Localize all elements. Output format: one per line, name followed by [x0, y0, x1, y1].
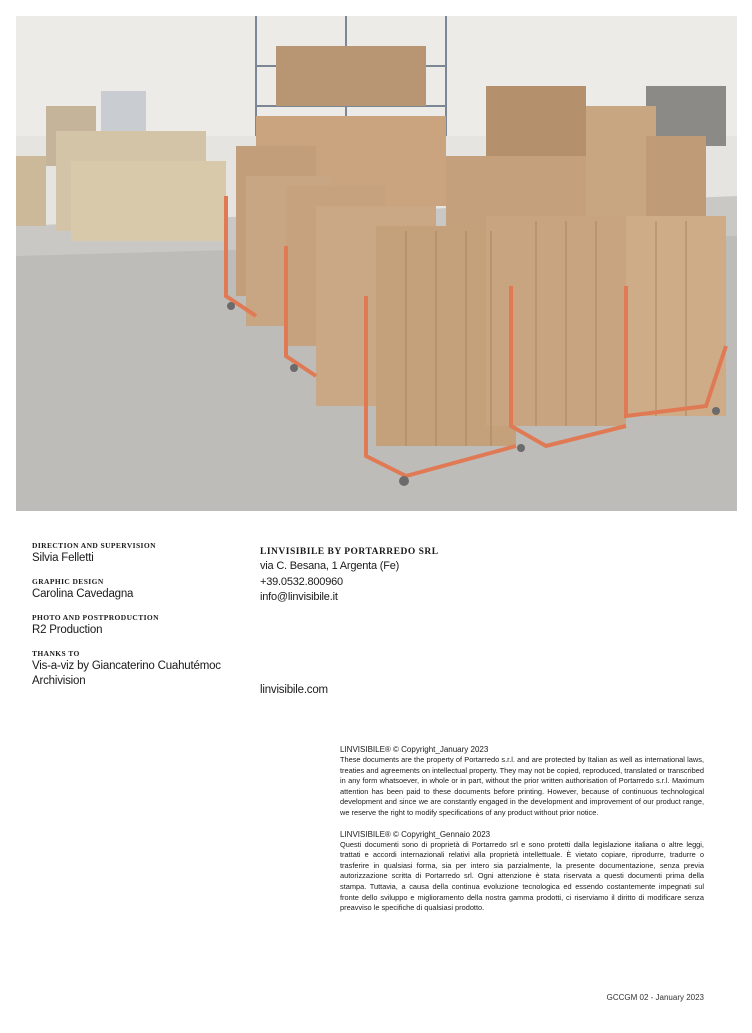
legal-heading-it: LINVISIBILE® © Copyright_Gennaio 2023: [340, 829, 491, 839]
legal-body-it: Questi documenti sono di proprietà di Portarredo srl e sono protetti dalla legislazione italiana o altre leggi, trattati e accordi internazionali relativi alla proprietà intellettuale. È vietato copiare, riprodurre, tradurre o trasferire in qualsiasi forma, sia per intero sia parzialmente, la presente documentazione, senza previa autorizzazione scritta di Portarredo srl. Ogni attenzione è stata riservata a questi documenti prima della stampa. Tuttavia, a causa della continua evoluzione tecnologica ed essendo costantemente impegnati sul fronte dello sviluppo e miglioramento della nostra gamma prodotti, ci riserviamo il diritto di modificare senza preavviso le specifiche di qualsiasi prodotto.: [340, 839, 704, 913]
company-phone[interactable]: +39.0532.800960: [260, 575, 343, 588]
company-contact: [260, 545, 560, 606]
company-name: LINVISIBILE BY PORTARREDO SRL: [260, 547, 439, 557]
document-code: GCCGM 02 - January 2023: [606, 993, 704, 1002]
credit-direction: [32, 540, 247, 566]
credit-value: Silvia Felletti: [32, 552, 94, 564]
credit-heading: GRAPHIC DESIGN: [32, 577, 104, 586]
company-email[interactable]: info@linvisibile.it: [260, 591, 338, 603]
legal-notice: [340, 744, 704, 924]
credit-thanks: [32, 648, 247, 689]
credit-heading: THANKS TO: [32, 649, 80, 658]
credit-heading: DIRECTION AND SUPERVISION: [32, 541, 156, 550]
credit-value: Carolina Cavedagna: [32, 588, 134, 600]
credit-heading: PHOTO AND POSTPRODUCTION: [32, 613, 159, 622]
credits-column: [32, 540, 247, 699]
legal-heading-en: LINVISIBILE® © Copyright_January 2023: [340, 745, 489, 754]
credit-value-2: Archivision: [32, 675, 86, 687]
credit-graphic-design: [32, 576, 247, 602]
credit-value: Vis-a-viz by Giancaterino Cuahutémoc: [32, 660, 221, 672]
legal-body-en: These documents are the property of Portarredo s.r.l. and are protected by Italian as well as international laws, treaties and agreements on intellectual property. They may not be copied, reproduced, translated or transcribed in any form whatsoever, in whole or in part, without the prior written authorisation of Portarredo s.r.l. Maximum attention has been paid to these documents before printing. However, because of continuous technological development and since we are constantly engaged in the development and improvement of our product range, we reserve the right to modify specifications of any product without prior notice.: [340, 755, 704, 817]
company-address: via C. Besana, 1 Argenta (Fe): [260, 560, 400, 572]
credit-value: R2 Production: [32, 624, 103, 636]
company-website-link[interactable]: linvisibile.com: [260, 684, 328, 696]
warehouse-photo: [16, 16, 737, 511]
credit-photo: [32, 612, 247, 638]
